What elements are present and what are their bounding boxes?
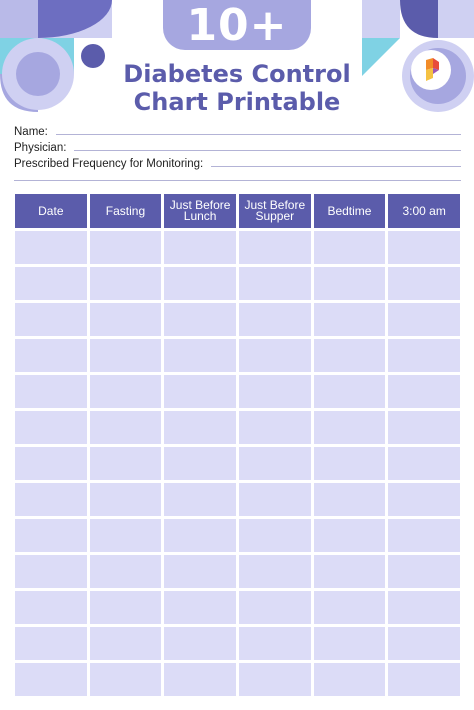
table-cell[interactable] bbox=[164, 591, 236, 624]
table-cell[interactable] bbox=[314, 411, 386, 444]
table-cell[interactable] bbox=[388, 663, 460, 696]
table-cell[interactable] bbox=[90, 483, 162, 516]
table-cell[interactable] bbox=[15, 591, 87, 624]
glucose-chart-table bbox=[12, 191, 463, 699]
table-cell[interactable] bbox=[314, 339, 386, 372]
table-row bbox=[15, 411, 460, 444]
table-cell[interactable] bbox=[90, 339, 162, 372]
table-cell[interactable] bbox=[15, 663, 87, 696]
table-cell[interactable] bbox=[15, 231, 87, 264]
table-cell[interactable] bbox=[239, 519, 311, 552]
table-cell[interactable] bbox=[15, 555, 87, 588]
name-line[interactable] bbox=[56, 126, 461, 135]
table-cell[interactable] bbox=[164, 231, 236, 264]
table-cell[interactable] bbox=[314, 447, 386, 480]
table-cell[interactable] bbox=[15, 339, 87, 372]
table-body bbox=[15, 231, 460, 696]
table-row bbox=[15, 267, 460, 300]
table-cell[interactable] bbox=[164, 411, 236, 444]
table-row bbox=[15, 555, 460, 588]
table-cell[interactable] bbox=[314, 303, 386, 336]
table-cell[interactable] bbox=[314, 483, 386, 516]
table-cell[interactable] bbox=[239, 411, 311, 444]
table-cell[interactable] bbox=[239, 303, 311, 336]
table-cell[interactable] bbox=[164, 267, 236, 300]
table-cell[interactable] bbox=[314, 375, 386, 408]
header-before-lunch: Just Before Lunch bbox=[164, 194, 236, 228]
table-cell[interactable] bbox=[388, 303, 460, 336]
table-cell[interactable] bbox=[15, 519, 87, 552]
title-line-2: Chart Printable bbox=[133, 88, 341, 116]
table-cell[interactable] bbox=[388, 375, 460, 408]
table-cell[interactable] bbox=[239, 663, 311, 696]
table-cell[interactable] bbox=[388, 555, 460, 588]
table-row bbox=[15, 231, 460, 264]
table-cell[interactable] bbox=[15, 267, 87, 300]
table-cell[interactable] bbox=[388, 339, 460, 372]
table-row bbox=[15, 519, 460, 552]
table-cell[interactable] bbox=[15, 303, 87, 336]
header-date: Date bbox=[15, 194, 87, 228]
table-cell[interactable] bbox=[90, 663, 162, 696]
frequency-line[interactable] bbox=[211, 158, 461, 167]
table-cell[interactable] bbox=[164, 519, 236, 552]
table-cell[interactable] bbox=[15, 627, 87, 660]
table-row bbox=[15, 303, 460, 336]
table-cell[interactable] bbox=[239, 447, 311, 480]
page-title bbox=[80, 60, 394, 116]
info-fields bbox=[14, 122, 461, 170]
table-cell[interactable] bbox=[90, 375, 162, 408]
header-row bbox=[15, 194, 460, 228]
table-cell[interactable] bbox=[388, 591, 460, 624]
table-cell[interactable] bbox=[15, 447, 87, 480]
table-cell[interactable] bbox=[164, 339, 236, 372]
header-fasting: Fasting bbox=[90, 194, 162, 228]
table-cell[interactable] bbox=[239, 483, 311, 516]
table-cell[interactable] bbox=[164, 375, 236, 408]
table-cell[interactable] bbox=[314, 231, 386, 264]
frequency-field[interactable] bbox=[14, 154, 461, 170]
table-cell[interactable] bbox=[239, 555, 311, 588]
table-row bbox=[15, 447, 460, 480]
table-cell[interactable] bbox=[239, 591, 311, 624]
table-cell[interactable] bbox=[90, 411, 162, 444]
table-cell[interactable] bbox=[90, 303, 162, 336]
table-cell[interactable] bbox=[90, 627, 162, 660]
table-cell[interactable] bbox=[314, 555, 386, 588]
table-row bbox=[15, 483, 460, 516]
table-row bbox=[15, 591, 460, 624]
table-cell[interactable] bbox=[314, 627, 386, 660]
table-cell[interactable] bbox=[164, 447, 236, 480]
table-row bbox=[15, 663, 460, 696]
separator-line bbox=[14, 180, 461, 181]
physician-line[interactable] bbox=[74, 142, 461, 151]
table-cell[interactable] bbox=[388, 627, 460, 660]
table-cell[interactable] bbox=[388, 519, 460, 552]
logo-icon bbox=[411, 50, 451, 90]
table-cell[interactable] bbox=[239, 375, 311, 408]
table-cell[interactable] bbox=[164, 663, 236, 696]
table-cell[interactable] bbox=[388, 447, 460, 480]
table-row bbox=[15, 375, 460, 408]
table-cell[interactable] bbox=[90, 591, 162, 624]
table-cell[interactable] bbox=[164, 627, 236, 660]
table-cell[interactable] bbox=[314, 267, 386, 300]
header-bedtime: Bedtime bbox=[314, 194, 386, 228]
table-cell[interactable] bbox=[164, 303, 236, 336]
table-cell[interactable] bbox=[239, 627, 311, 660]
table-cell[interactable] bbox=[239, 231, 311, 264]
header-before-supper: Just Before Supper bbox=[239, 194, 311, 228]
name-field[interactable] bbox=[14, 122, 461, 138]
table-cell[interactable] bbox=[164, 483, 236, 516]
table-cell[interactable] bbox=[388, 231, 460, 264]
title-line-1: Diabetes Control bbox=[123, 60, 351, 88]
table-cell[interactable] bbox=[90, 231, 162, 264]
physician-field[interactable] bbox=[14, 138, 461, 154]
table-cell[interactable] bbox=[164, 555, 236, 588]
table-cell[interactable] bbox=[388, 483, 460, 516]
table-cell[interactable] bbox=[90, 555, 162, 588]
table-cell[interactable] bbox=[90, 267, 162, 300]
table-cell[interactable] bbox=[314, 519, 386, 552]
table-cell[interactable] bbox=[15, 411, 87, 444]
name-label: Name: bbox=[14, 126, 48, 138]
table-cell[interactable] bbox=[15, 375, 87, 408]
table-cell[interactable] bbox=[388, 267, 460, 300]
table-cell[interactable] bbox=[15, 483, 87, 516]
table-cell[interactable] bbox=[90, 519, 162, 552]
physician-label: Physician: bbox=[14, 142, 67, 154]
table-cell[interactable] bbox=[90, 447, 162, 480]
table-cell[interactable] bbox=[239, 339, 311, 372]
count-badge: 10+ bbox=[163, 0, 311, 50]
frequency-label: Prescribed Frequency for Monitoring: bbox=[14, 158, 204, 170]
table-cell[interactable] bbox=[388, 411, 460, 444]
table-cell[interactable] bbox=[314, 663, 386, 696]
table-row bbox=[15, 627, 460, 660]
table-cell[interactable] bbox=[239, 267, 311, 300]
table-row bbox=[15, 339, 460, 372]
header-3am: 3:00 am bbox=[388, 194, 460, 228]
table-cell[interactable] bbox=[314, 591, 386, 624]
